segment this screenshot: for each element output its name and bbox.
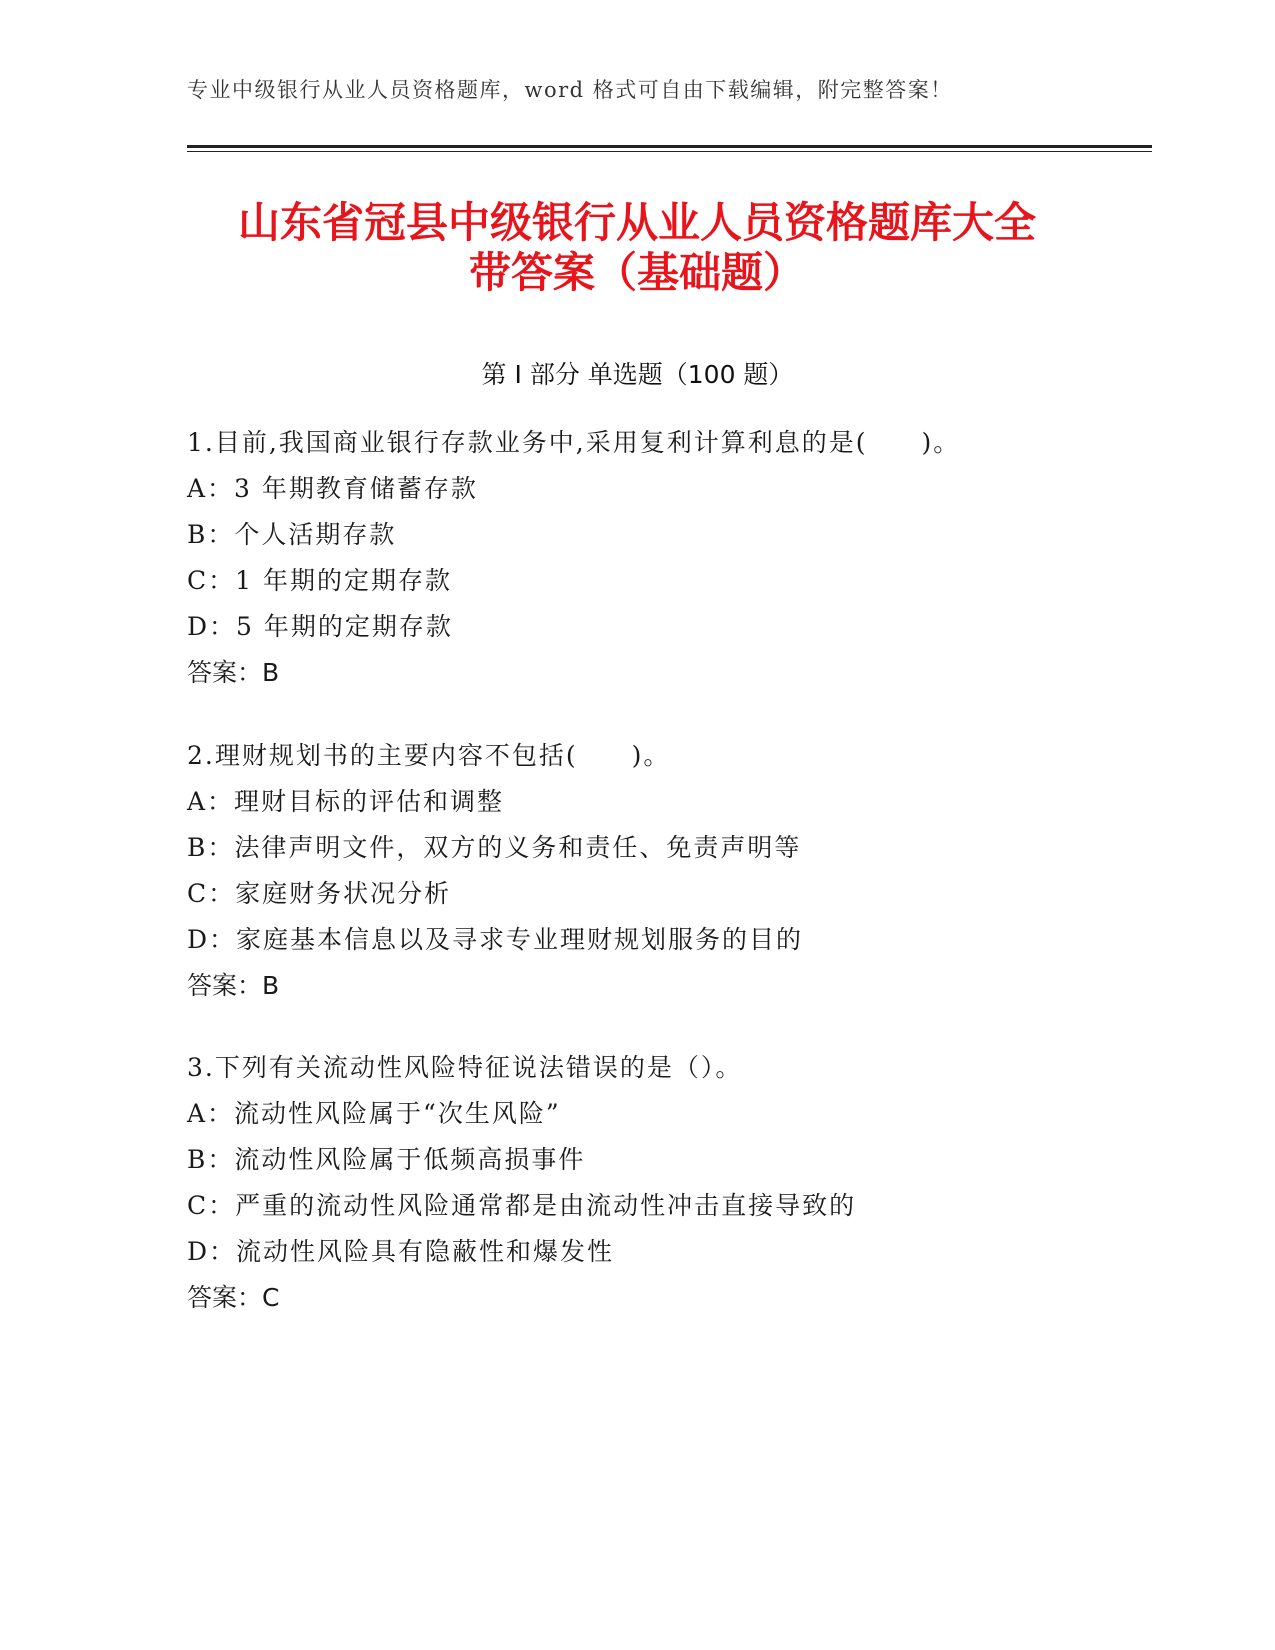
option-c: C：1 年期的定期存款 [187, 566, 452, 595]
answer-line: 答案：C [187, 1283, 280, 1312]
option-d: D：5 年期的定期存款 [187, 612, 453, 641]
question-stem: 1.目前,我国商业银行存款业务中,采用复利计算利息的是( )。 [187, 428, 961, 457]
option-c: C：严重的流动性风险通常都是由流动性冲击直接导致的 [187, 1191, 857, 1220]
question-stem: 3.下列有关流动性风险特征说法错误的是（）。 [187, 1053, 743, 1082]
header-divider-thin [187, 151, 1152, 152]
question-block-3 [187, 1045, 1147, 1321]
answer-line: 答案：B [187, 658, 280, 687]
option-c: C：家庭财务状况分析 [187, 879, 452, 908]
option-a: A：理财目标的评估和调整 [187, 787, 505, 816]
option-b: B：法律声明文件，双方的义务和责任、免责声明等 [187, 833, 802, 862]
option-a: A：流动性风险属于“次生风险” [187, 1099, 561, 1128]
document-title-line-2: 带答案（基础题） [468, 248, 805, 297]
document-title-line-1: 山东省冠县中级银行从业人员资格题库大全 [237, 198, 1036, 247]
header-divider-thick [187, 145, 1152, 148]
document-title [187, 198, 1087, 298]
section-heading: 第 I 部分 单选题（100 题） [481, 360, 794, 389]
option-b: B：个人活期存款 [187, 520, 397, 549]
option-a: A：3 年期教育储蓄存款 [187, 474, 478, 503]
option-d: D：家庭基本信息以及寻求专业理财规划服务的目的 [187, 925, 804, 954]
option-d: D：流动性风险具有隐蔽性和爆发性 [187, 1237, 615, 1266]
question-stem: 2.理财规划书的主要内容不包括( )。 [187, 741, 671, 770]
answer-line: 答案：B [187, 971, 280, 1000]
question-block-1 [187, 420, 1147, 696]
page-header-note: 专业中级银行从业人员资格题库，word 格式可自由下载编辑，附完整答案！ [187, 78, 953, 102]
option-b: B：流动性风险属于低频高损事件 [187, 1145, 586, 1174]
question-block-2 [187, 733, 1147, 1009]
